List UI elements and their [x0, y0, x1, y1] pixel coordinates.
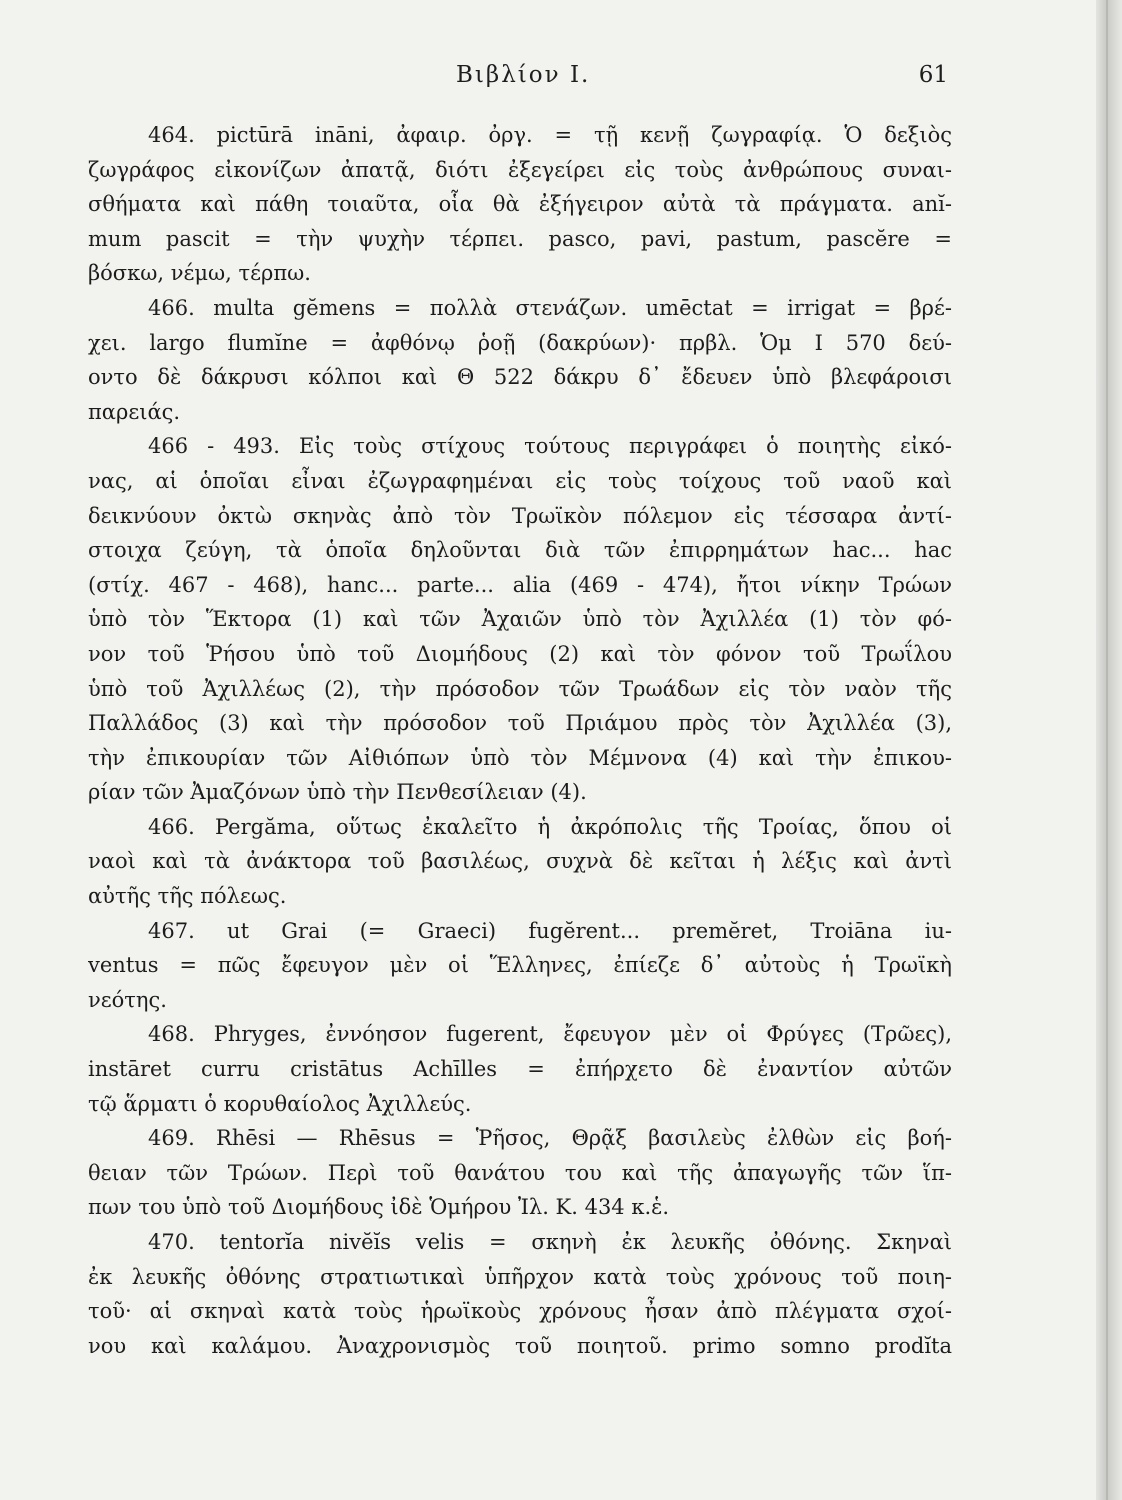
text-line: βόσκω, νέμω, τέρπω.	[88, 261, 311, 286]
text-line: 469. Rhēsi — Rhēsus = Ῥῆσος, Θρᾷξ βασιλεὺς ἐλθὼν εἰς βοή-	[148, 1126, 952, 1151]
commentary-text	[88, 118, 952, 1363]
page-edge-shadow	[1096, 0, 1122, 1500]
text-line: ζωγράφος εἰκονίζων ἀπατᾷ, διότι ἐξεγείρει εἰς τοὺς ἀνθρώπους συναι-	[88, 157, 952, 182]
text-line: νου καὶ καλάμου. Ἀναχρονισμὸς τοῦ ποιητοῦ. primo somno prodĭta	[88, 1333, 952, 1358]
text-line: 466. Pergăma, οὕτως ἐκαλεῖτο ἡ ἀκρόπολις τῆς Τροίας, ὅπου οἱ	[148, 814, 952, 839]
text-line: δεικνύουν ὀκτὼ σκηνὰς ἀπὸ τὸν Τρωϊκὸν πόλεμον εἰς τέσσαρα ἀντί-	[88, 503, 952, 528]
text-line: νας, αἱ ὁποῖαι εἶναι ἐζωγραφημέναι εἰς τοὺς τοίχους τοῦ ναοῦ καὶ	[88, 468, 952, 493]
text-line: 467. ut Grai (= Graeci) fugĕrent... premĕret, Troiāna iu-	[148, 918, 952, 943]
text-line: Παλλάδος (3) καὶ τὴν πρόσοδον τοῦ Πριάμου πρὸς τὸν Ἀχιλλέα (3),	[88, 711, 952, 736]
text-line: τῷ ἅρματι ὁ κορυθαίολος Ἀχιλλεύς.	[88, 1091, 472, 1116]
text-line: 464. pictūrā ināni, ἀφαιρ. ὀργ. = τῇ κενῇ ζωγραφίᾳ. Ὁ δεξιὸς	[148, 123, 952, 147]
text-line: ὑπὸ τοῦ Ἀχιλλέως (2), τὴν πρόσοδον τῶν Τρωάδων εἰς τὸν ναὸν τῆς	[88, 676, 952, 701]
text-line: παρειάς.	[88, 399, 181, 424]
text-line: 468. Phryges, ἐννόησον fugerent, ἔφευγον μὲν οἱ Φρύγες (Τρῶες),	[148, 1022, 952, 1047]
text-line: 466. multa gĕmens = πολλὰ στενάζων. umēctat = irrigat = βρέ-	[148, 295, 952, 320]
text-line: στοιχα ζεύγη, τὰ ὁποῖα δηλοῦνται διὰ τῶν ἐπιρρημάτων hac... hac	[88, 538, 952, 563]
page-number: 61	[918, 62, 948, 88]
text-line: αὐτῆς τῆς πόλεως.	[88, 884, 287, 909]
text-line: 466 - 493. Εἰς τοὺς στίχους τούτους περιγράφει ὁ ποιητὴς εἰκό-	[148, 434, 952, 459]
page-header	[90, 58, 950, 98]
text-line: (στίχ. 467 - 468), hanc... parte... alia (469 - 474), ἤτοι νίκην Τρώων	[88, 572, 952, 597]
text-line: ρίαν τῶν Ἀμαζόνων ὑπὸ τὴν Πενθεσίλειαν (4).	[88, 780, 587, 805]
text-line: instāret curru cristātus Achīlles = ἐπήρχετο δὲ ἐναντίον αὐτῶν	[88, 1057, 952, 1082]
text-line: οντο δὲ δάκρυσι κόλποι καὶ Θ 522 δάκρυ δ᾿ ἔδευεν ὑπὸ βλεφάροισι	[88, 365, 952, 390]
text-line: τὴν ἐπικουρίαν τῶν Αἰθιόπων ὑπὸ τὸν Μέμνονα (4) καὶ τὴν ἐπικου-	[88, 745, 952, 770]
text-line: mum pascit = τὴν ψυχὴν τέρπει. pasco, pavi, pastum, pascĕre =	[88, 226, 952, 251]
text-line: 470. tentorĭa nivĕĭs velis = σκηνὴ ἐκ λευκῆς ὀθόνης. Σκηναὶ	[148, 1230, 952, 1254]
text-line: χει. largo flumĭne = ἀφθόνῳ ῥοῇ (δακρύων)· πρβλ. Ὁμ I 570 δεύ-	[88, 330, 952, 355]
text-line: ἐκ λευκῆς ὀθόνης στρατιωτικαὶ ὑπῆρχον κατὰ τοὺς χρόνους τοῦ ποιη-	[88, 1264, 952, 1289]
text-line: ὑπὸ τὸν Ἕκτορα (1) καὶ τῶν Ἀχαιῶν ὑπὸ τὸν Ἀχιλλέα (1) τὸν φό-	[88, 607, 952, 632]
text-line: θειαν τῶν Τρώων. Περὶ τοῦ θανάτου του καὶ τῆς ἀπαγωγῆς τῶν ἵπ-	[88, 1160, 952, 1185]
text-line: πων του ὑπὸ τοῦ Διομήδους ἰδὲ Ὁμήρου Ἰλ. Κ. 434 κ.ἑ.	[88, 1195, 670, 1220]
text-line: ventus = πῶς ἔφευγον μὲν οἱ Ἕλληνες, ἐπίεζε δ᾿ αὐτοὺς ἡ Τρωϊκὴ	[88, 953, 952, 978]
text-line: τοῦ· αἱ σκηναὶ κατὰ τοὺς ἡρωϊκοὺς χρόνους ἦσαν ἀπὸ πλέγματα σχοί-	[88, 1299, 952, 1324]
text-line: σθήματα καὶ πάθη τοιαῦτα, οἷα θὰ ἐξήγειρον αὐτὰ τὰ πράγματα. anĭ-	[88, 192, 952, 217]
text-line: ναοὶ καὶ τὰ ἀνάκτορα τοῦ βασιλέως, συχνὰ δὲ κεῖται ἡ λέξις καὶ ἀντὶ	[88, 849, 952, 874]
running-head: Βιβλίον I.	[456, 62, 591, 88]
text-line: νον τοῦ Ῥήσου ὑπὸ τοῦ Διομήδους (2) καὶ τὸν φόνον τοῦ Τρωΐλου	[88, 641, 952, 666]
text-line: νεότης.	[88, 987, 167, 1012]
